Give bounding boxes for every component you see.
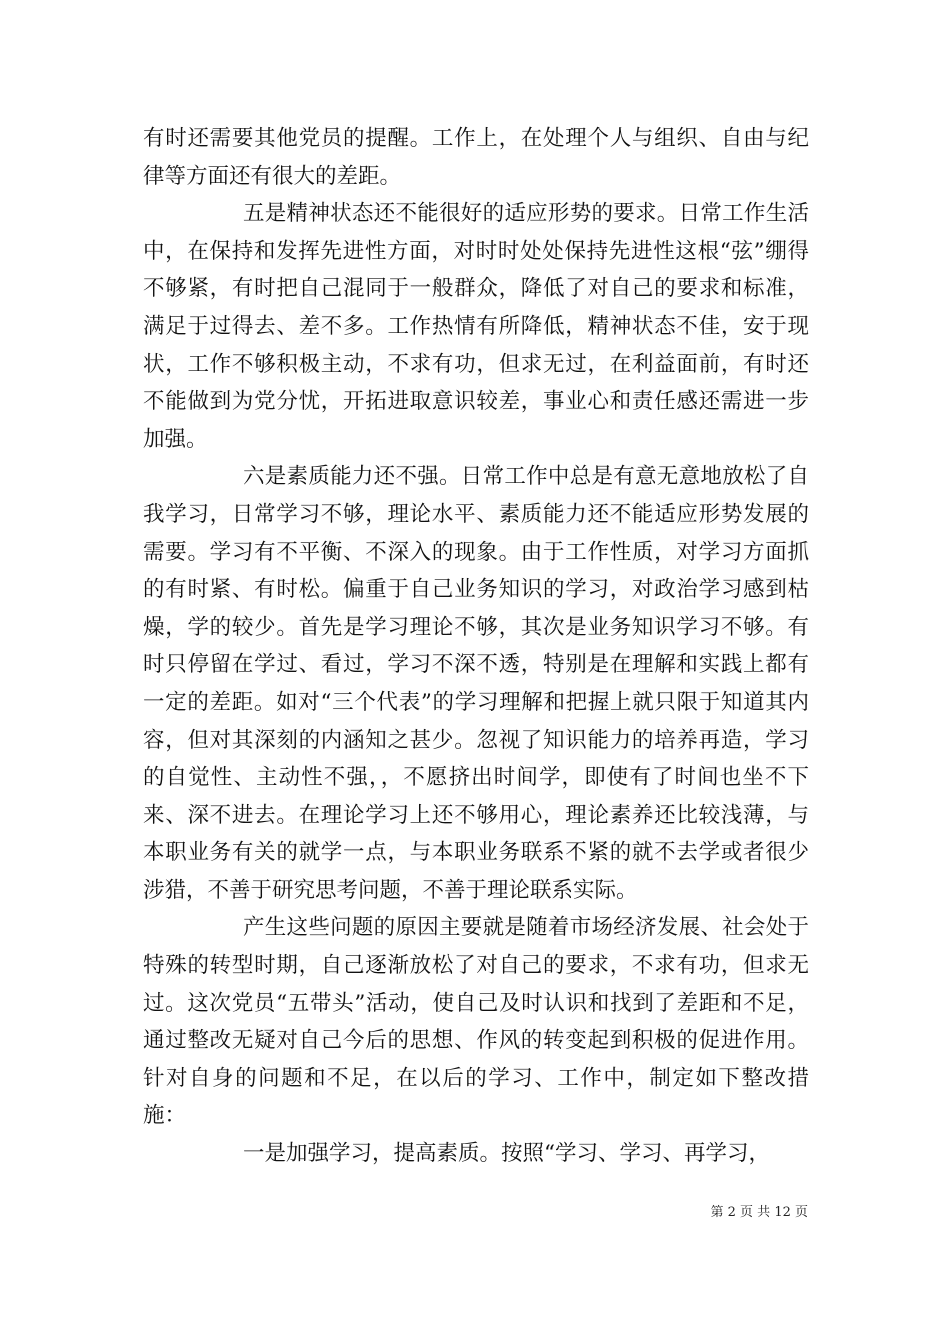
paragraph-3: 六是素质能力还不强。日常工作中总是有意无意地放松了自我学习，日常学习不够，理论水平、素质能力还不能适应形势发展的需要。学习有不平衡、不深入的现象。由于工作性质，对学习方面抓的有时紧、有时松。偏重于自己业务知识的学习，对政治学习感到枯燥，学的较少。首先是学习理论不够，其次是业务知识学习不够。有时只停留在学过、看过，学习不深不透，特别是在理解和实践上都有一定的差距。如对“三个代表”的学习理解和把握上就只限于知道其内容，但对其深刻的内涵知之甚少。忽视了知识能力的培养再造，学习的自觉性、主动性不强，，不愿挤出时间学，即使有了时间也坐不下来、深不进去。在理论学习上还不够用心，理论素养还比较浅薄，与本职业务有关的就学一点，与本职业务联系不紧的就不去学或者很少涉猎，不善于研究思考问题，不善于理论联系实际。 <box>143 464 809 903</box>
paragraph-2: 五是精神状态还不能很好的适应形势的要求。日常工作生活中，在保持和发挥先进性方面，对时时处处保持先进性这根“弦”绷得不够紧，有时把自己混同于一般群众，降低了对自己的要求和标准，满足于过得去、差不多。工作热情有所降低，精神状态不佳，安于现状，工作不够积极主动，不求有功，但求无过，在利益面前，有时还不能做到为党分忧，开拓进取意识较差，事业心和责任感还需进一步加强。 <box>143 201 809 452</box>
document-body <box>143 120 809 1173</box>
paragraph-4: 产生这些问题的原因主要就是随着市场经济发展、社会处于特殊的转型时期，自己逐渐放松了对自己的要求，不求有功，但求无过。这次党员“五带头”活动，使自己及时认识和找到了差距和不足，通过整改无疑对自己今后的思想、作风的转变起到积极的促进作用。针对自身的问题和不足，在以后的学习、工作中，制定如下整改措施： <box>143 915 809 1129</box>
paragraph-5: 一是加强学习，提高素质。按照“学习、学习、再学习， <box>243 1141 770 1167</box>
page-number-footer: 第 2 页 共 12 页 <box>710 1205 808 1220</box>
paragraph-1: 有时还需要其他党员的提醒。工作上，在处理个人与组织、自由与纪律等方面还有很大的差距。 <box>143 126 809 189</box>
